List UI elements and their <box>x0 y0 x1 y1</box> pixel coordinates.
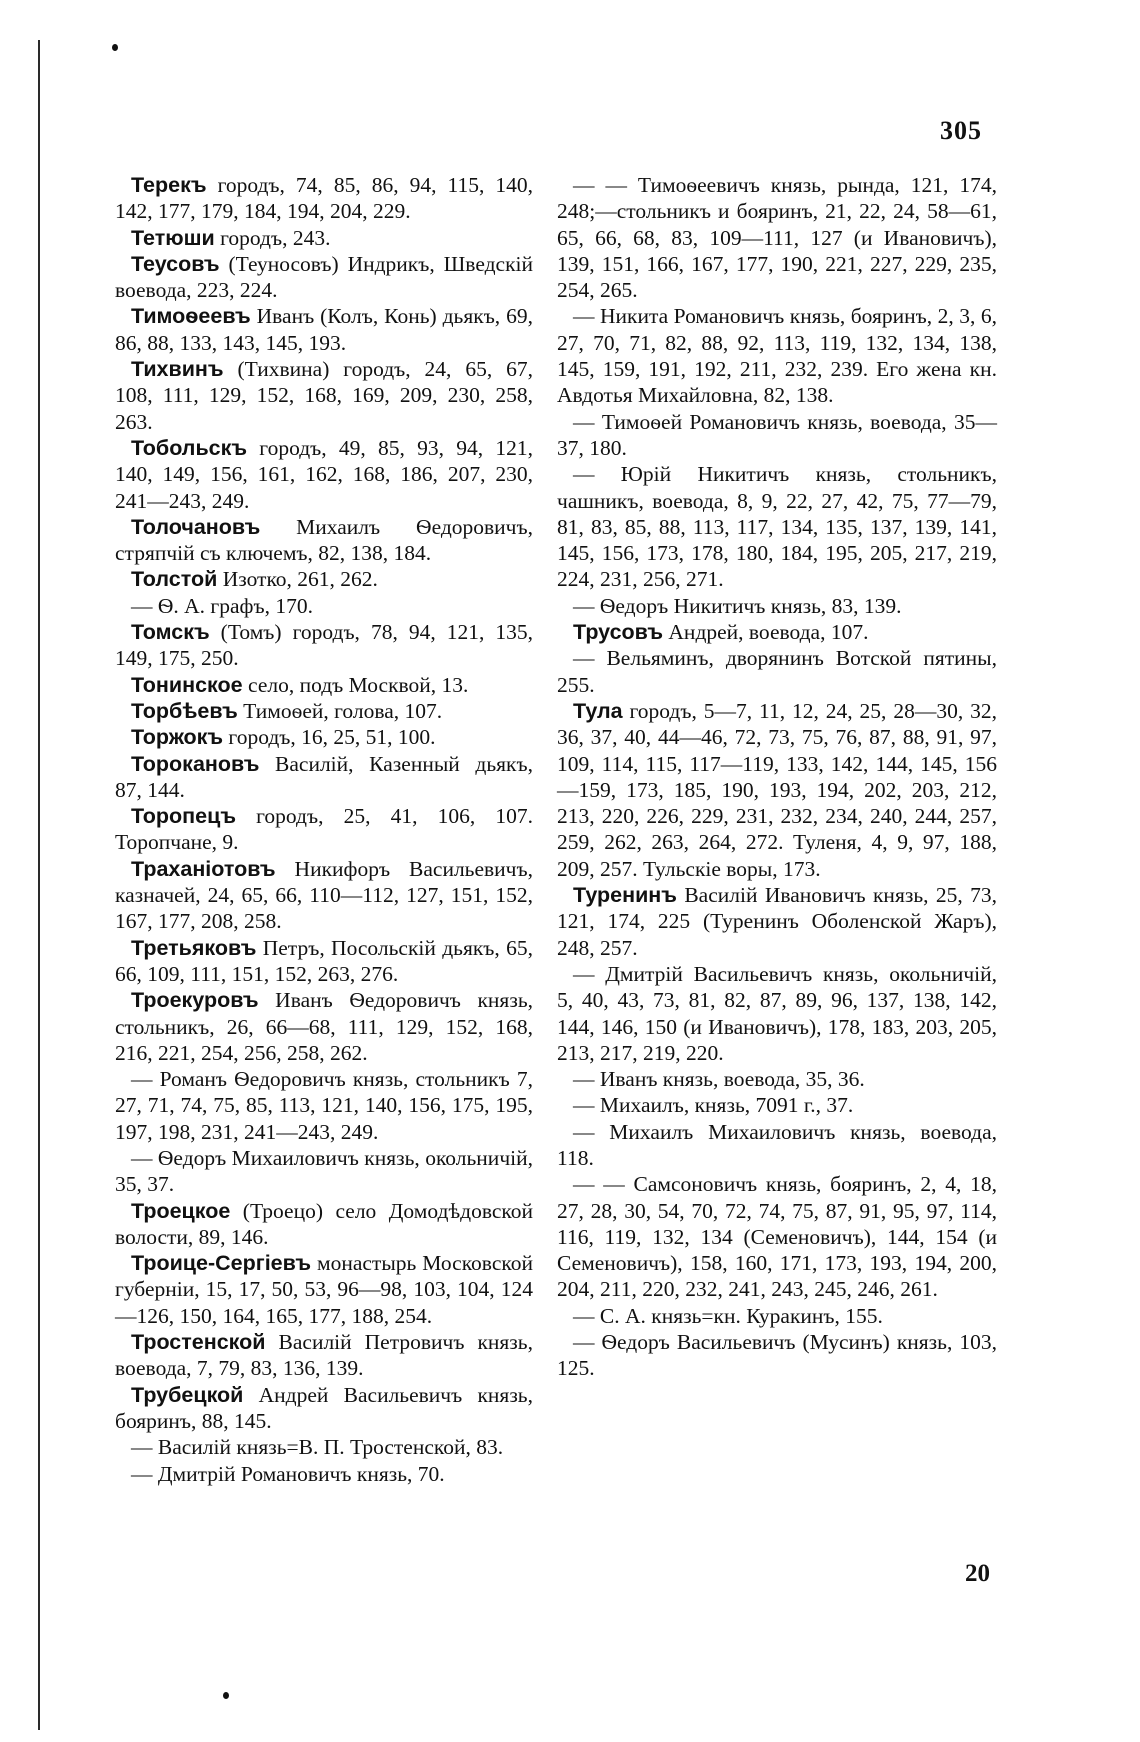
index-entry <box>115 172 533 225</box>
index-entry <box>557 1303 997 1329</box>
index-headword: Торжокъ <box>131 725 224 750</box>
index-entry <box>115 935 533 988</box>
index-headword: Трубецкой <box>131 1382 244 1407</box>
page-number: 305 <box>940 116 982 145</box>
index-entry-text: — Ѳ. А. графъ, 170. <box>131 593 313 618</box>
index-entry-text: городъ, 25, 41, 106, 107. Торопчане, 9. <box>115 804 533 855</box>
index-entry <box>557 409 997 462</box>
index-entry-text: Тимоѳей, голова, 107. <box>237 698 443 723</box>
index-entry-text: — Дмитрій Романовичъ князь, 70. <box>131 1461 445 1486</box>
index-entry-text: городъ, 243. <box>214 225 331 250</box>
ink-dot <box>223 1692 229 1699</box>
index-entry <box>557 1171 997 1302</box>
index-headword: Троецкое <box>131 1198 231 1223</box>
index-entry-text: — Романъ Ѳедоровичъ князь, стольникъ 7, 27, 71, 74, 75, 85, 113, 121, 140, 156, 175, 195, 197, 198, 231, 241—243, 249. <box>115 1067 533 1144</box>
index-entry <box>115 514 533 567</box>
index-entry <box>557 1092 997 1118</box>
index-entry-text: — Иванъ князь, воевода, 35, 36. <box>573 1067 865 1092</box>
index-entry <box>557 698 997 882</box>
index-entry <box>115 724 533 750</box>
index-entry <box>557 303 997 408</box>
index-entry <box>557 1329 997 1382</box>
index-entry-text: городъ, 74, 85, 86, 94, 115, 140, 142, 177, 179, 184, 194, 204, 229. <box>115 173 533 224</box>
index-entry-text: (Троецо) село Домодѣдовской волости, 89, 146. <box>115 1198 533 1249</box>
index-headword: Туренинъ <box>573 883 677 908</box>
index-headword: Трусовъ <box>573 620 664 645</box>
index-entry <box>115 225 533 251</box>
index-entry <box>557 1066 997 1092</box>
index-entry-text: — Ѳедоръ Михаиловичъ князь, окольничій, 35, 37. <box>115 1145 533 1197</box>
scan-edge-line <box>38 40 40 1730</box>
index-headword: Тобольскъ <box>131 435 248 460</box>
index-entry-text: (Тихвина) городъ, 24, 65, 67, 108, 111, 129, 152, 168, 169, 209, 230, 258, 263. <box>115 357 533 434</box>
index-entry <box>115 1461 533 1487</box>
index-entry-text: городъ, 16, 25, 51, 100. <box>223 725 436 750</box>
index-entry <box>115 987 533 1066</box>
index-headword: Третьяковъ <box>131 935 257 960</box>
index-entry <box>115 619 533 672</box>
index-entry <box>115 856 533 935</box>
index-headword: Толочановъ <box>131 514 261 539</box>
index-entry <box>557 172 997 303</box>
index-headword: Теусовъ <box>131 251 220 276</box>
index-entry-text: (Томъ) городъ, 78, 94, 121, 135, 149, 175, 250. <box>115 620 533 671</box>
index-entry <box>115 1145 533 1198</box>
index-headword: Томскъ <box>131 620 210 645</box>
index-entry <box>115 803 533 856</box>
index-entry <box>115 1434 533 1460</box>
index-entry-text: — Дмитрій Васильевичъ князь, окольничій, 5, 40, 43, 73, 81, 82, 87, 89, 96, 137, 138, 142, 144, 146, 150 (и Ивановичъ), 178, 183, 203, 205, 213, 217, 219, 220. <box>557 961 997 1065</box>
index-headword: Торбѣевъ <box>131 698 238 723</box>
index-headword: Толстой <box>131 567 218 592</box>
index-headword: Тимоѳеевъ <box>131 304 251 329</box>
index-entry <box>557 593 997 619</box>
index-headword: Троекуровъ <box>131 988 259 1013</box>
index-entry <box>557 882 997 961</box>
index-entry-text: (Теуносовъ) Индрикъ, Шведскій воевода, 223, 224. <box>115 251 533 303</box>
index-entry <box>115 251 533 304</box>
index-entry-text: Андрей Васильевичъ князь, бояринъ, 88, 145. <box>115 1382 533 1433</box>
index-entry <box>115 566 533 592</box>
index-entry-text: — Михаилъ, князь, 7091 г., 37. <box>573 1093 854 1118</box>
index-entry <box>557 961 997 1066</box>
index-entry <box>115 303 533 356</box>
index-entry-text: — Ѳедоръ Никитичъ князь, 83, 139. <box>573 593 902 618</box>
printer-signature-mark: 20 <box>965 1560 990 1587</box>
index-entry <box>115 1066 533 1145</box>
index-entry-text: Никифоръ Васильевичъ, казначей, 24, 65, 66, 110—112, 127, 151, 152, 167, 177, 208, 258. <box>115 856 533 934</box>
index-entry <box>115 356 533 435</box>
index-entry-text: Василій Ивановичъ князь, 25, 73, 121, 174, 225 (Туренинъ Оболенской Жаръ), 248, 257. <box>557 883 997 960</box>
index-entry <box>115 1382 533 1435</box>
index-headword: Тула <box>573 698 623 723</box>
index-entry-text: Михаилъ Ѳедоровичъ, стряпчій съ ключемъ, 82, 138, 184. <box>115 514 533 566</box>
index-headword: Троице-Сергіевъ <box>131 1251 311 1276</box>
index-entry <box>115 698 533 724</box>
index-entry-text: Андрей, воевода, 107. <box>663 620 869 645</box>
index-headword: Тетюши <box>131 225 215 250</box>
index-headword: Терекъ <box>131 173 207 197</box>
index-entry <box>115 1329 533 1382</box>
index-column-left <box>115 172 533 1487</box>
index-entry-text: Василій, Казенный дьякъ, 87, 144. <box>115 751 533 802</box>
index-entry <box>115 672 533 698</box>
index-entry <box>115 593 533 619</box>
index-entry <box>557 461 997 592</box>
index-headword: Траханіотовъ <box>131 856 276 881</box>
index-entry-text: — С. А. князь=кн. Куракинъ, 155. <box>573 1303 883 1328</box>
index-entry-text: — Василій князь=В. П. Тростенской, 83. <box>131 1435 504 1460</box>
index-entry-text: Иванъ Ѳедоровичъ князь, стольникъ, 26, 66—68, 111, 129, 152, 168, 216, 221, 254, 256, 258, 262. <box>115 988 533 1065</box>
index-entry-text: село, подъ Москвой, 13. <box>242 672 469 697</box>
index-headword: Торокановъ <box>131 751 260 776</box>
ink-dot <box>112 44 118 51</box>
index-entry-text: Изотко, 261, 262. <box>217 567 378 592</box>
index-entry-text: — Тимоѳей Романовичъ князь, воевода, 35—37, 180. <box>557 409 997 460</box>
index-entry <box>115 751 533 804</box>
index-entry <box>115 435 533 514</box>
index-entry-text: городъ, 49, 85, 93, 94, 121, 140, 149, 156, 161, 162, 168, 186, 207, 230, 241—243, 249. <box>115 435 533 513</box>
index-entry-text: — — Тимоѳеевичъ князь, рында, 121, 174, 248;—стольникъ и бояринъ, 21, 22, 24, 58—61, 65, 66, 68, 83, 109—111, 127 (и Ивановичъ), 139, 151, 166, 167, 177, 190, 221, 227, 229, 235, 254, 265. <box>557 173 997 303</box>
index-entry-text: — Никита Романовичъ князь, бояринъ, 2, 3, 6, 27, 70, 71, 82, 88, 92, 113, 119, 132, 134, 138, 145, 159, 191, 192, 211, 232, 239. Его жена кн. Авдотья Михайловна, 82, 138. <box>557 304 997 408</box>
index-entry-text: — Вельяминъ, дворянинъ Вотской пятины, 255. <box>557 646 997 697</box>
index-entry-text: — Ѳедоръ Васильевичъ (Мусинъ) князь, 103, 125. <box>557 1330 997 1381</box>
index-entry-text: Иванъ (Колъ, Конь) дьякъ, 69, 86, 88, 133, 143, 145, 193. <box>115 304 533 355</box>
index-entry-text: — Михаилъ Михаиловичъ князь, воевода, 118. <box>557 1119 997 1170</box>
index-entry-text: Василій Петровичъ князь, воевода, 7, 79, 83, 136, 139. <box>115 1330 533 1381</box>
index-headword: Торопецъ <box>131 804 237 829</box>
index-entry <box>557 619 997 645</box>
index-entry-text: — Юрій Никитичъ князь, стольникъ, чашникъ, воевода, 8, 9, 22, 27, 42, 75, 77—79, 81, 83, 85, 88, 113, 117, 134, 135, 137, 139, 141, 145, 156, 173, 178, 180, 184, 195, 205, 217, 219, 224, 231, 256, 271. <box>557 462 997 592</box>
index-entry <box>557 645 997 698</box>
index-headword: Тростенской <box>131 1330 266 1355</box>
index-headword: Тонинское <box>131 672 243 697</box>
index-entry-text: монастырь Московской губерніи, 15, 17, 50, 53, 96—98, 103, 104, 124—126, 150, 164, 165, 177, 188, 254. <box>115 1251 533 1328</box>
index-column-right <box>557 172 997 1382</box>
index-entry <box>115 1250 533 1329</box>
index-entry <box>557 1119 997 1172</box>
index-headword: Тихвинъ <box>131 357 224 382</box>
index-entry <box>115 1198 533 1251</box>
index-entry-text: Петръ, Посольскій дьякъ, 65, 66, 109, 111, 151, 152, 263, 276. <box>115 935 533 986</box>
index-entry-text: — — Самсоновичъ князь, бояринъ, 2, 4, 18, 27, 28, 30, 54, 70, 72, 74, 75, 87, 91, 95, 97, 114, 116, 119, 132, 134 (Семеновичъ), 144, 154 (и Семеновичъ), 158, 160, 171, 173, 193, 194, 200, 204, 211, 220, 232, 241, 243, 245, 246, 261. <box>557 1172 997 1302</box>
index-entry-text: городъ, 5—7, 11, 12, 24, 25, 28—30, 32, 36, 37, 40, 44—46, 72, 73, 75, 76, 87, 88, 91, 97, 109, 114, 115, 117—119, 133, 142, 144, 145, 156—159, 173, 185, 190, 193, 194, 202, 203, 212, 213, 220, 226, 229, 231, 232, 234, 240, 244, 257, 259, 262, 263, 264, 272. Туленя, 4, 9, 97, 188, 209, 257. Тульскіе воры, 173. <box>557 698 997 881</box>
